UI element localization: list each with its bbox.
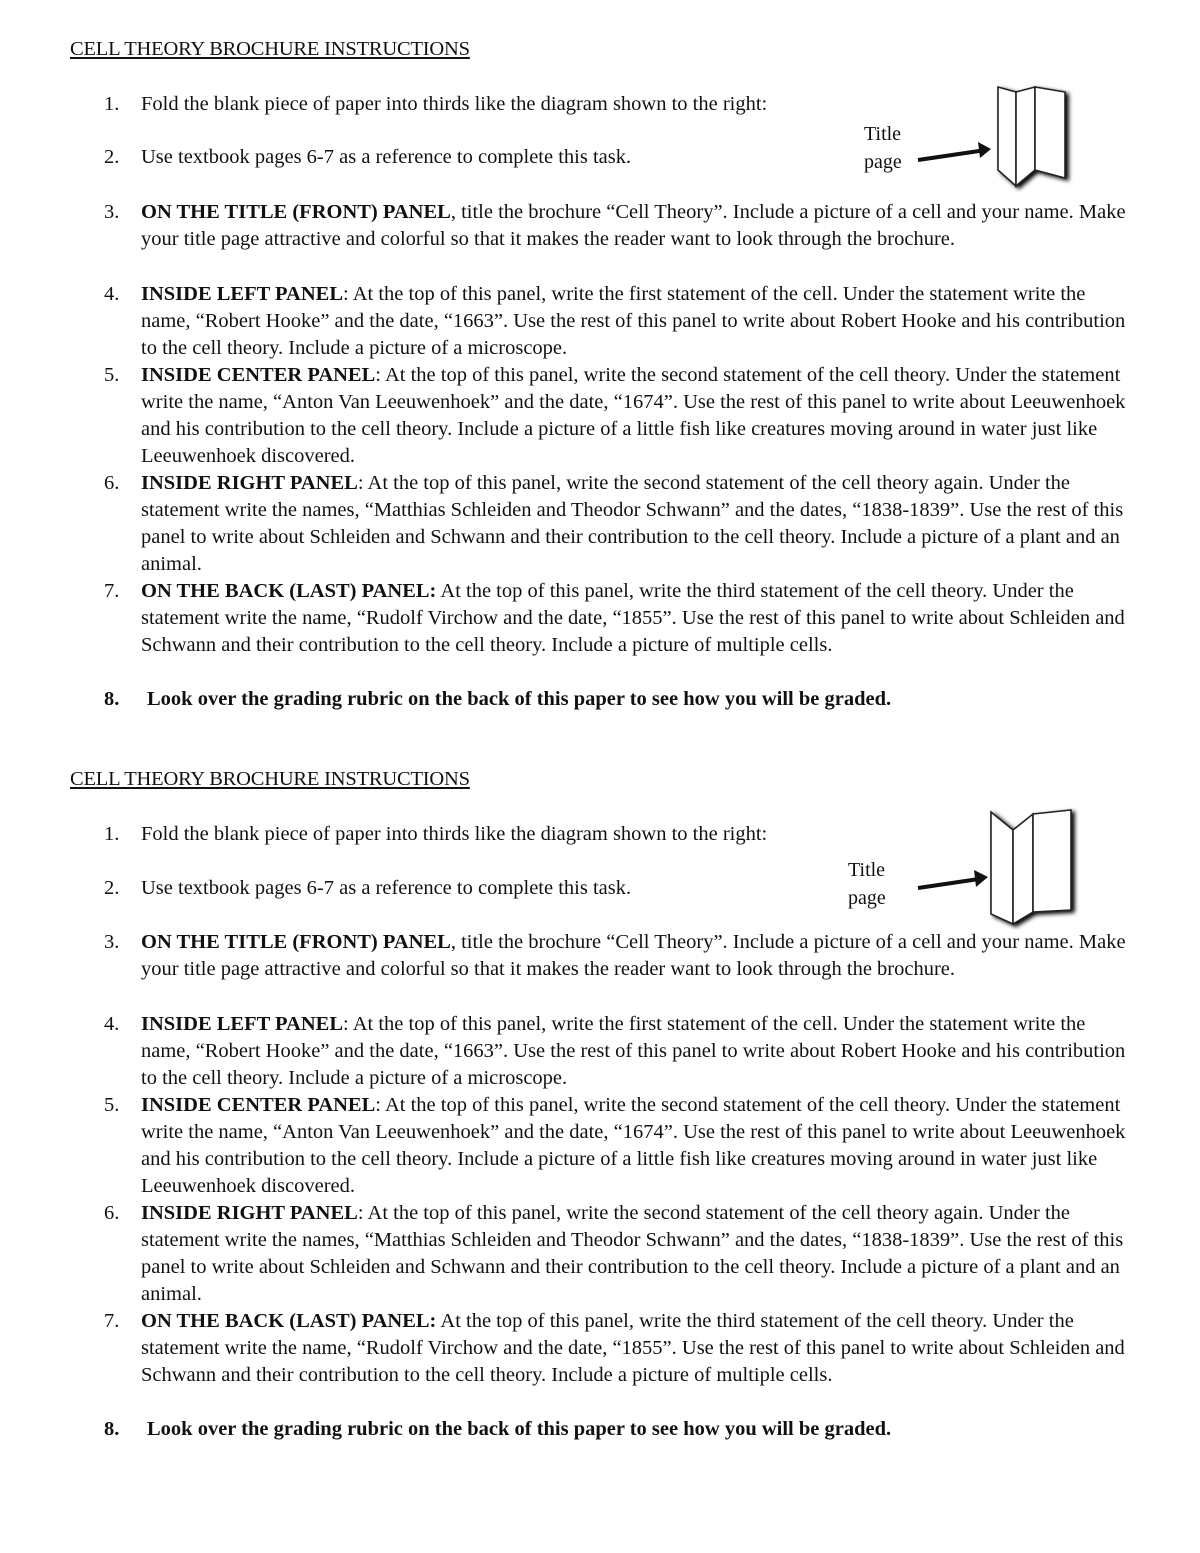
item-text: [141, 821, 901, 848]
item-bold-label: ON THE TITLE (FRONT) PANEL: [141, 201, 451, 223]
item-number: 5.: [104, 1094, 120, 1116]
item-bold-label: ON THE TITLE (FRONT) PANEL: [141, 931, 451, 953]
item-number: 2.: [104, 877, 120, 899]
item-number: 7.: [104, 580, 120, 602]
section-heading: CELL THEORY BROCHURE INSTRUCTIONS: [70, 38, 470, 60]
item-text: [147, 1416, 1142, 1443]
item-body: Fold the blank piece of paper into thirds like the diagram shown to the right:: [141, 93, 768, 115]
item-number: 2.: [104, 146, 120, 168]
item-text: [147, 686, 1142, 713]
item-body: : At the top of this panel, write the second statement of the cell theory again. Under the statement write the names, “Matthias Schleiden and Theodor Schwann” and the dates, “1838-1839”. Use the rest of this panel to write about Schleiden and Schwann and their contribution to the cell theory. Include a picture of a plant and an animal.: [141, 472, 1124, 575]
item-text: [141, 470, 1136, 578]
item-number: 8.: [104, 688, 120, 710]
item-body: Use textbook pages 6-7 as a reference to complete this task.: [141, 146, 632, 168]
trifold-diagram: [845, 806, 1085, 930]
item-body: At the top of this panel, write the third statement of the cell theory. Under the statement write the name, “Rudolf Virchow and the date, “1855”. Use the rest of this panel to write about Schleiden and Schwann and their contribution to the cell theory. Include a picture of multiple cells.: [141, 1310, 1125, 1386]
item-number: 5.: [104, 364, 120, 386]
item-body: : At the top of this panel, write the first statement of the cell. Under the statement write the name, “Robert Hooke” and the date, “1663”. Use the rest of this panel to write about Robert Hooke and his contribution to the cell theory. Include a picture of a microscope.: [141, 283, 1126, 359]
item-body: Look over the grading rubric on the back of this paper to see how you will be graded.: [147, 1418, 892, 1440]
item-number: 1.: [104, 823, 120, 845]
diagram-label-line1: Title: [848, 859, 886, 881]
item-body: : At the top of this panel, write the second statement of the cell theory. Under the statement write the name, “Anton Van Leeuwenhoek” and the date, “1674”. Use the rest of this panel to write about Leeuwenhoek and his contribution to the cell theory. Include a picture of a little fish like creatures moving around in water just like Leeuwenhoek discovered.: [141, 1094, 1126, 1197]
folded-paper-icon: [845, 806, 1085, 930]
item-text: [141, 1308, 1136, 1389]
item-text: [141, 929, 1136, 983]
item-body: Fold the blank piece of paper into thirds like the diagram shown to the right:: [141, 823, 768, 845]
item-number: 1.: [104, 93, 120, 115]
item-bold-label: INSIDE RIGHT PANEL: [141, 1202, 358, 1224]
item-text: [141, 578, 1136, 659]
item-body: , title the brochure “Cell Theory”. Include a picture of a cell and your name. Make your title page attractive and colorful so that it makes the reader want to look through the brochure.: [141, 931, 1126, 980]
item-bold-label: ON THE BACK (LAST) PANEL:: [141, 580, 437, 602]
item-text: [141, 1011, 1136, 1092]
item-number: 6.: [104, 1202, 120, 1224]
diagram-label-line2: page: [848, 887, 886, 909]
item-body: , title the brochure “Cell Theory”. Include a picture of a cell and your name. Make your title page attractive and colorful so that it makes the reader want to look through the brochure.: [141, 201, 1126, 250]
item-number: 3.: [104, 931, 120, 953]
item-text: [141, 362, 1136, 470]
folded-paper-icon: [860, 82, 1080, 192]
item-bold-label: ON THE BACK (LAST) PANEL:: [141, 1310, 437, 1332]
item-body: At the top of this panel, write the third statement of the cell theory. Under the statement write the name, “Rudolf Virchow and the date, “1855”. Use the rest of this panel to write about Schleiden and Schwann and their contribution to the cell theory. Include a picture of multiple cells.: [141, 580, 1125, 656]
item-text: [141, 91, 901, 118]
diagram-label-line1: Title: [864, 123, 902, 145]
diagram-label-line2: page: [864, 151, 902, 173]
item-number: 4.: [104, 1013, 120, 1035]
item-body: : At the top of this panel, write the second statement of the cell theory again. Under the statement write the names, “Matthias Schleiden and Theodor Schwann” and the dates, “1838-1839”. Use the rest of this panel to write about Schleiden and Schwann and their contribution to the cell theory. Include a picture of a plant and an animal.: [141, 1202, 1124, 1305]
item-body: : At the top of this panel, write the first statement of the cell. Under the statement write the name, “Robert Hooke” and the date, “1663”. Use the rest of this panel to write about Robert Hooke and his contribution to the cell theory. Include a picture of a microscope.: [141, 1013, 1126, 1089]
item-body: Use textbook pages 6-7 as a reference to complete this task.: [141, 877, 632, 899]
section-heading: CELL THEORY BROCHURE INSTRUCTIONS: [70, 768, 470, 790]
item-number: 6.: [104, 472, 120, 494]
item-bold-label: INSIDE CENTER PANEL: [141, 1094, 376, 1116]
item-bold-label: INSIDE LEFT PANEL: [141, 1013, 344, 1035]
item-body: Look over the grading rubric on the back of this paper to see how you will be graded.: [147, 688, 892, 710]
trifold-diagram: [860, 82, 1080, 192]
item-bold-label: INSIDE CENTER PANEL: [141, 364, 376, 386]
item-number: 3.: [104, 201, 120, 223]
item-number: 8.: [104, 1418, 120, 1440]
item-text: [141, 144, 901, 171]
item-text: [141, 281, 1136, 362]
item-text: [141, 875, 901, 902]
item-number: 4.: [104, 283, 120, 305]
item-bold-label: INSIDE RIGHT PANEL: [141, 472, 358, 494]
item-text: [141, 199, 1136, 253]
item-text: [141, 1092, 1136, 1200]
item-bold-label: INSIDE LEFT PANEL: [141, 283, 344, 305]
item-text: [141, 1200, 1136, 1308]
item-body: : At the top of this panel, write the second statement of the cell theory. Under the statement write the name, “Anton Van Leeuwenhoek” and the date, “1674”. Use the rest of this panel to write about Leeuwenhoek and his contribution to the cell theory. Include a picture of a little fish like creatures moving around in water just like Leeuwenhoek discovered.: [141, 364, 1126, 467]
item-number: 7.: [104, 1310, 120, 1332]
